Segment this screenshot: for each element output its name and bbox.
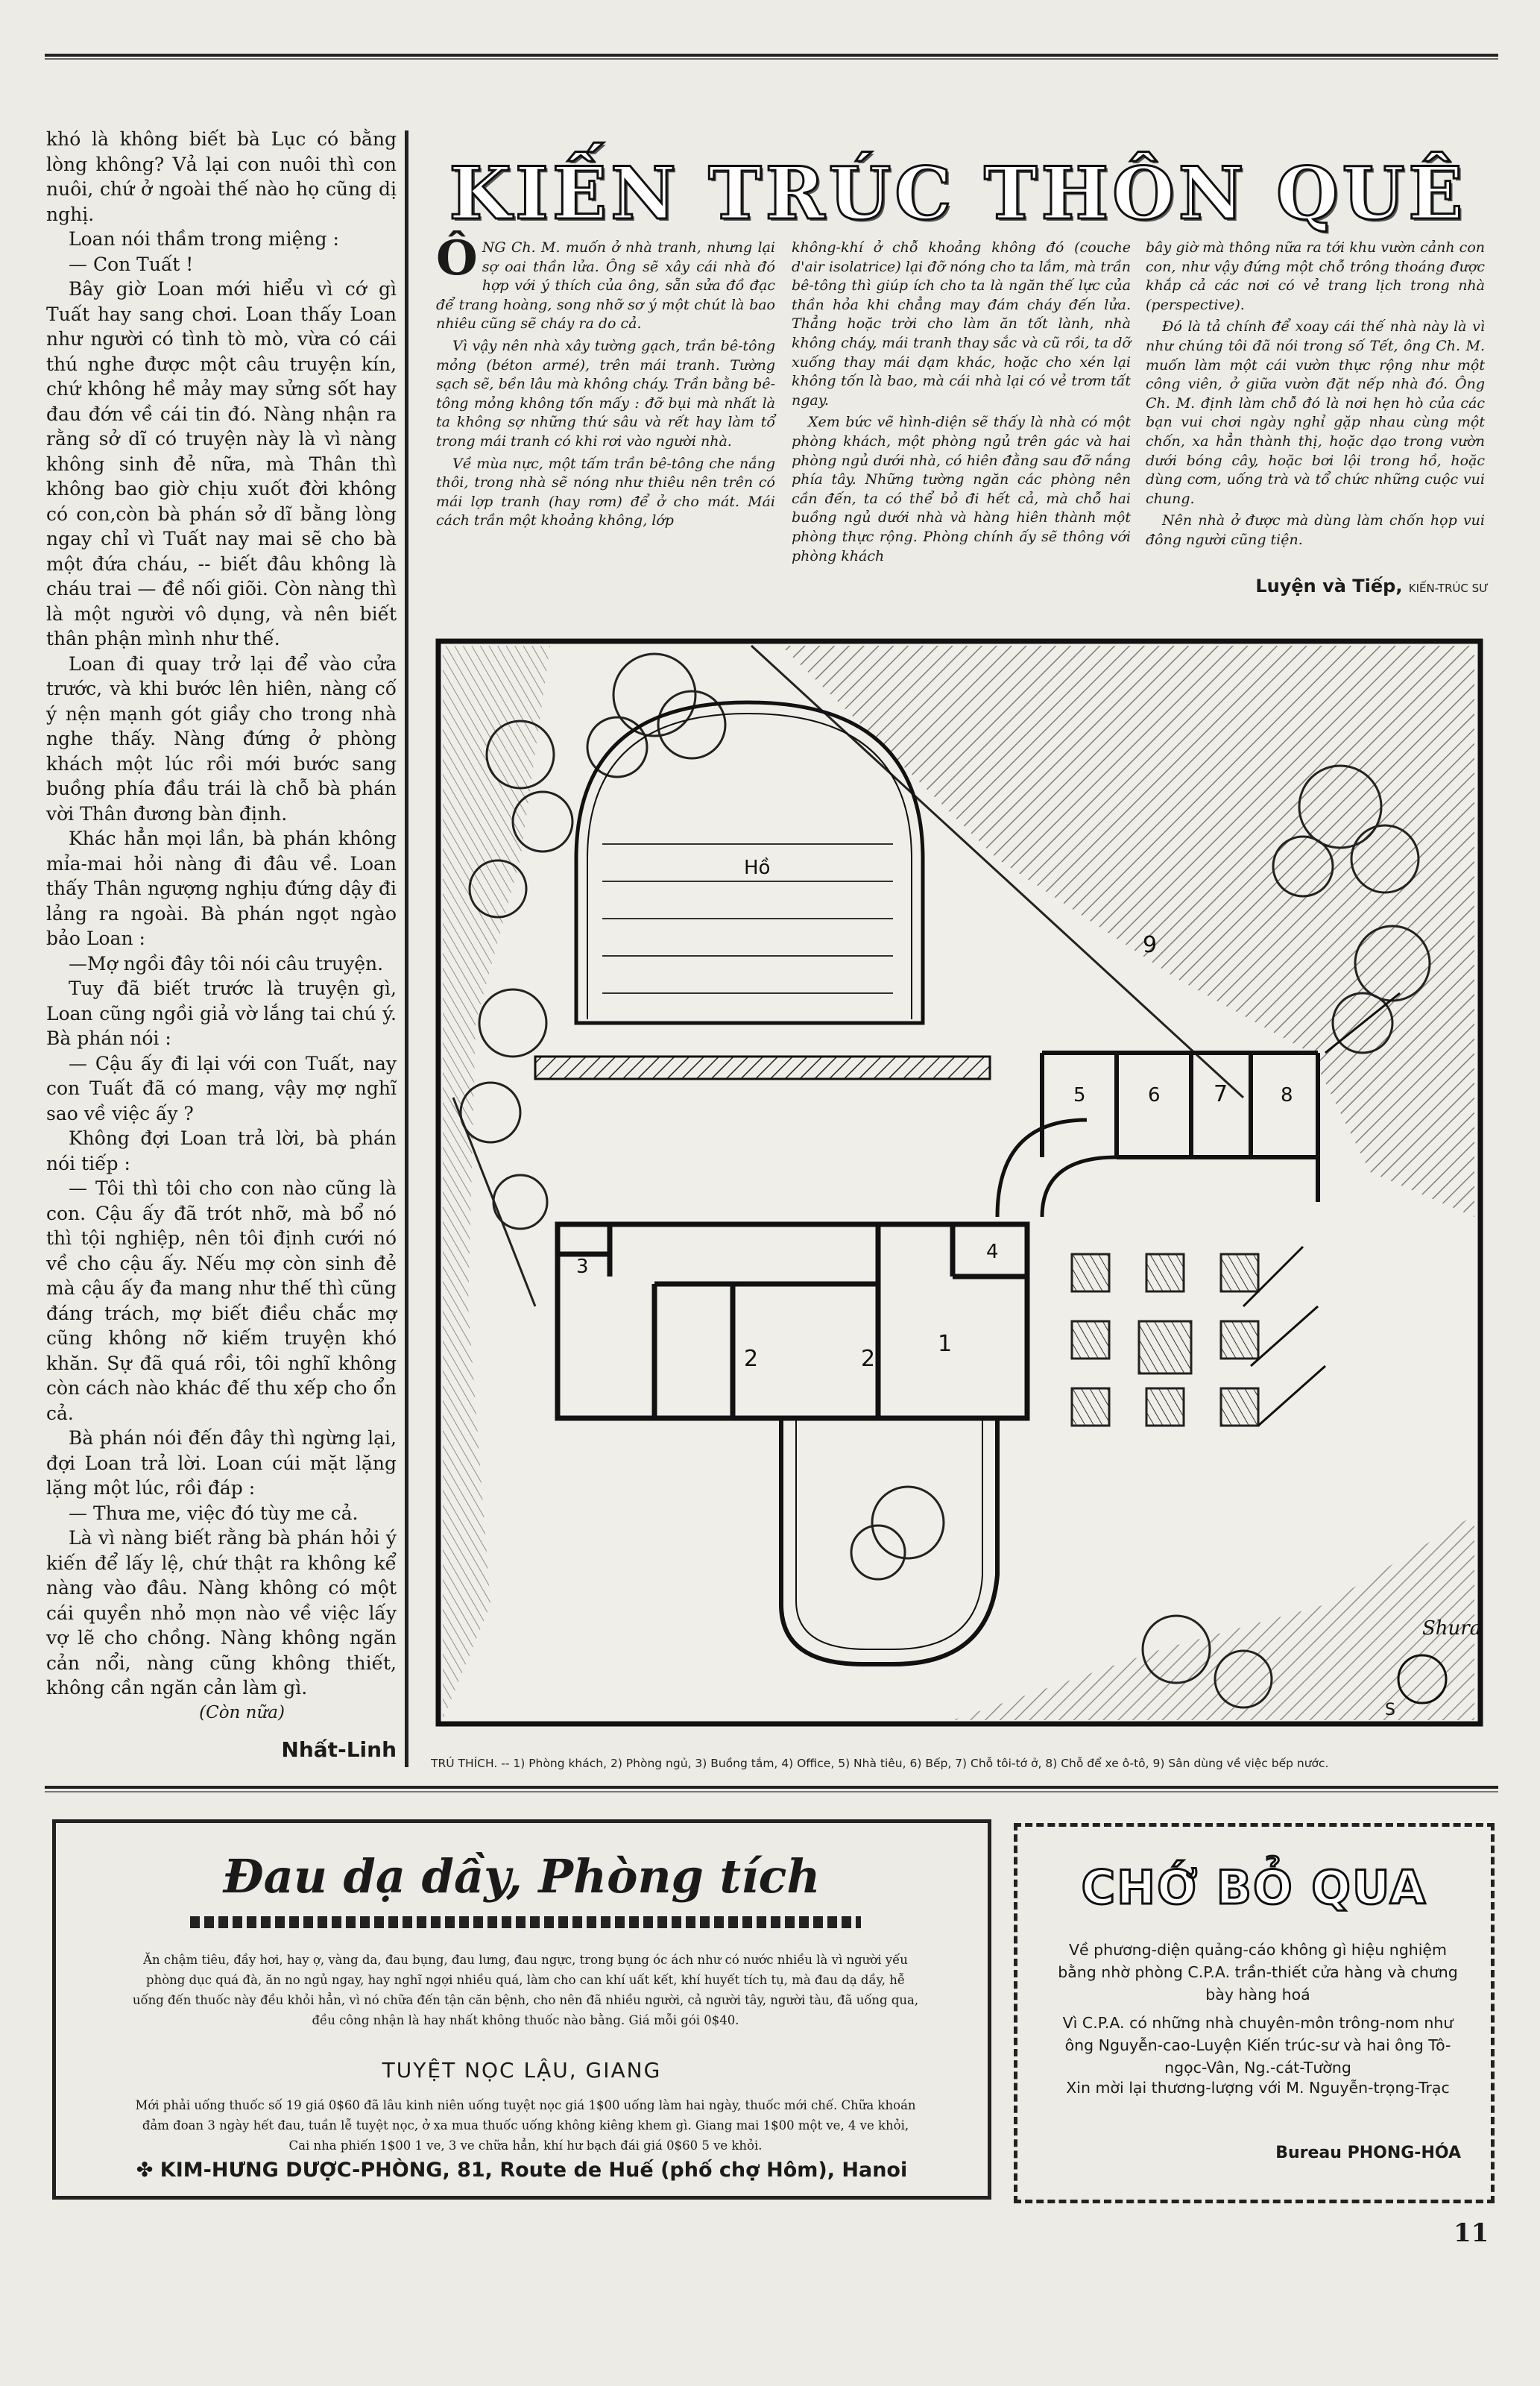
novel-paragraph: Bà phán nói đến đây thì ngừng lại, đợi Loan trả lời. Loan cúi mặt lặng lặng một lúc, rồi đáp : bbox=[46, 1427, 397, 1499]
column-divider bbox=[405, 130, 408, 1767]
novel-column bbox=[46, 127, 397, 1762]
ad-body-2: Mới phải uống thuốc số 19 giá 0$60 đã lâu kinh niên uống tuyệt nọc giá 1$00 uống làm hai ngày, thuốc mới chế. Chữa khoán đảm đoan 3 ngày hết đau, tuần lễ tuyệt nọc, ở xa mua thuốc uống không kiêng khem gì. Giang mai 1$00 một ve, 4 ve khỏi, Cai nha phiến 1$00 1 ve, 3 ve chữa hẳn, khí hư bạch đái giá 0$60 5 ve khỏi. bbox=[135, 2098, 916, 2153]
novel-paragraph: Bây giờ Loan mới hiểu vì cớ gì Tuất hay sang chơi. Loan thấy Loan như người có tình tò mò, vừa có cái thú nghe được một câu truyện kín, chứ không hề mảy may sửng sốt hay đau đớn về cái tin đó. Nàng nhận ra rằng sở dĩ có truyện này là vì nàng không sinh đẻ nữa, mà Thân thì không bao giờ chịu xuốt đời không có con,còn bà phán sở dĩ bằng lòng ngay chỉ vì Tuất nay mai sẽ cho bà một đứa cháu, -- biết đâu không là cháu trai — đề nối giõi. Còn nàng thì là một người vô dụng, và nên biết thân phận mình như thế. bbox=[46, 278, 397, 649]
section-rule-thin bbox=[45, 1791, 1498, 1792]
article-column-1 bbox=[436, 230, 775, 611]
novel-paragraph: Loan đi quay trở lại để vào cửa trước, và khi bước lên hiên, nàng cố ý nện mạnh gót giầy cho trong nhà nghe thấy. Nàng đứng ở phòng khách một lúc rồi mới bước sang buồng phía đầu trái là chỗ bà phán vời Thân đương bàn định. bbox=[46, 652, 397, 825]
compass-label: S bbox=[1385, 1701, 1395, 1719]
garden-beds bbox=[1072, 1254, 1258, 1426]
article-paragraph: Về mùa nực, một tấm trần bê-tông che nắng thôi, trong nhà sẽ nóng như thiêu nên trên có mái lợp tranh (hay rơm) để ở cho mát. Mái cách trần một khoảng không, lớp bbox=[436, 455, 775, 529]
page-number: 11 bbox=[1454, 2218, 1489, 2248]
authors-names: Luyện và Tiếp, bbox=[1255, 576, 1403, 596]
novel-paragraph: — Cậu ấy đi lại với con Tuất, nay con Tuất đã có mang, vậy mợ nghĩ sao về việc ấy ? bbox=[46, 1052, 397, 1124]
article-column-3 bbox=[1146, 239, 1485, 611]
novel-paragraph: Là vì nàng biết rằng bà phán hỏi ý kiến để lấy lệ, chứ thật ra không kể nàng vào đâu. Nàng không có một cái quyền nhỏ mọn nào về việc lấy vợ lẽ cho chồng. Nàng không ngăn cản nổi, nàng cũng không thiết, không cần ngăn cản làm gì. bbox=[46, 1527, 397, 1699]
continued-note: (Còn nữa) bbox=[199, 1702, 285, 1722]
artist-signature: Shura bbox=[1422, 1617, 1482, 1640]
ad-paragraph: Vì C.P.A. có những nhà chuyên-môn trông-nom như ông Nguyễn-cao-Luyện Kiến trúc-sư và hai ông Tô-ngọc-Vân, Ng.-cát-Tường bbox=[1062, 2014, 1454, 2077]
room-label-8: 8 bbox=[1281, 1084, 1293, 1107]
advertisement-medicine bbox=[52, 1819, 991, 2200]
top-rule bbox=[45, 54, 1498, 57]
article-paragraph: Xem bức vẽ hình-diện sẽ thấy là nhà có một phòng khách, một phòng ngủ trên gác và hai phòng ngủ dưới nhà, có hiên đằng sau đỡ nắng phía tây. Những tường ngăn các phòng nên cần đến, ta có thể bỏ đi hết cả, mà chỗ hai buồng ngủ dưới nhà và hàng hiên thành một phòng thực rộng. Phòng chính ấy sẽ thông với phòng khách bbox=[792, 414, 1131, 564]
article-paragraph: Nên nhà ở được mà dùng làm chốn họp vui đông người cũng tiện. bbox=[1146, 512, 1485, 548]
novel-paragraph: — Tôi thì tôi cho con nào cũng là con. Cậu ấy đã trót nhỡ, mà bổ nó thì tội nghiệp, nên tôi định cưới nó về cho cậu ấy. Nếu mợ còn sinh đẻ mà cậu ấy đa mang như thế thì cũng đáng trách, mợ biết điều chắc mợ cũng không nỡ kiếm truyện khó khăn. Sự đã quá rồi, tôi nghĩ không còn cách nào khác đế thu xếp cho ổn cả. bbox=[46, 1177, 397, 1424]
novel-paragraph: khó là không biết bà Lục có bằng lòng không? Vả lại con nuôi thì con nuôi, chứ ở ngoài thế nào họ cũng dị nghị. bbox=[46, 128, 397, 225]
ad-paragraph: Về phương-diện quảng-cáo không gì hiệu nghiệm bằng nhờ phòng C.P.A. trần-thiết cửa hàng và chưng bày hàng hoá bbox=[1058, 1941, 1458, 2003]
ad-invitation: Xin mời lại thương-lượng với M. Nguyễn-trọng-Trạc bbox=[1066, 2079, 1450, 2097]
article-authors bbox=[1146, 576, 1489, 596]
novel-paragraph: Tuy đã biết trước là truyện gì, Loan cũng ngồi giả vờ lắng tai chú ý. Bà phán nói : bbox=[46, 978, 397, 1049]
novel-author: Nhất-Linh bbox=[281, 1737, 397, 1762]
article-title: KIẾN TRÚC THÔN QUÊ bbox=[449, 151, 1467, 236]
ad-body: Ăn chậm tiêu, đầy hơi, hay ợ, vàng da, đau bụng, đau lưng, đau ngực, trong bụng óc ách như có nước nhiều là vì người yếu phòng dục quá đà, ăn no ngủ ngay, hay nghĩ ngợi nhiều quá, làm cho can khí uất kết, khí huyết tích tụ, mà đau dạ dầy, hễ uống đến thuốc này đều khỏi hẳn, vì nó chữa đến tận căn bệnh, cho nên đã nhiều người, cả người tây, người tàu, đã uống qua, đều công nhận là hay nhất không thuốc nào bằng. Giá mỗi gói 0$40. bbox=[132, 1953, 919, 2027]
section-rule bbox=[45, 1786, 1498, 1789]
article-paragraph-text: NG Ch. M. muốn ở nhà tranh, nhưng lại sợ oai thần lửa. Ông sẽ xây cái nhà đó hợp với ý thích của ông, sẵn sửa đồ đạc để trang hoàng, song nhỡ sơ ý một chút là bao nhiêu cũng sẽ cháy ra do cả. bbox=[436, 239, 775, 333]
room-label-7: 7 bbox=[1214, 1081, 1228, 1107]
room-label-6: 6 bbox=[1148, 1084, 1161, 1107]
ad-decorative-bar bbox=[190, 1916, 861, 1928]
floor-plan-drawing bbox=[431, 635, 1488, 1731]
article-column-2 bbox=[792, 239, 1131, 611]
ad-title: CHỚ BỎ QUA bbox=[1081, 1860, 1427, 1915]
novel-paragraph: —Mợ ngồi đây tôi nói câu truyện. bbox=[69, 952, 384, 975]
article-paragraph bbox=[436, 230, 775, 334]
ad-title: Đau dạ dầy, Phòng tích bbox=[223, 1849, 821, 1904]
top-rule-thin bbox=[45, 58, 1498, 60]
drop-cap: Ô bbox=[436, 230, 478, 286]
ad-footer: ✤ KIM-HƯNG DƯỢC-PHÒNG, 81, Route de Huế (phố chợ Hôm), Hanoi bbox=[136, 2159, 908, 2182]
article-paragraph: Đó là tả chính để xoay cái thế nhà này là vì như chúng tôi đã nói trong số Tết, ông Ch. M. muốn làm một cái vườn thực rộng như một công viên, ở giữa vườn đặt nếp nhà đó. Ông Ch. M. định làm chỗ đó là nơi hẹn hò của các bạn vui chơi ngày nghỉ gặp nhau cùng một chốn, xa hẳn thành thị, hoặc dạo trong vườn dưới bóng cây, hoặc bơi lội trong hồ, hoặc dùng cơm, uống trà và tổ chức những cuộc vui chung. bbox=[1146, 318, 1485, 507]
ad-subheading: TUYỆT NỌC LẬU, GIANG bbox=[382, 2058, 662, 2083]
novel-paragraph: — Thưa me, việc đó tùy me cả. bbox=[69, 1502, 359, 1524]
ad-body bbox=[1047, 1939, 1468, 2085]
article-paragraph: bây giờ mà thông nữa ra tới khu vườn cảnh con con, như vậy đứng một chỗ trông thoáng được khắp cả các nơi có vẻ trang lịch trong nhà (perspective). bbox=[1146, 239, 1485, 313]
novel-paragraph: Không đợi Loan trả lời, bà phán nói tiếp : bbox=[46, 1127, 397, 1174]
terrace-strip bbox=[535, 1057, 990, 1079]
room-label-4: 4 bbox=[986, 1241, 999, 1263]
novel-paragraph: — Con Tuất ! bbox=[69, 253, 194, 275]
room-label-1: 1 bbox=[938, 1331, 953, 1357]
novel-paragraph: Loan nói thầm trong miệng : bbox=[69, 228, 339, 250]
room-label-3: 3 bbox=[576, 1256, 589, 1278]
authors-title: KIẾN-TRÚC SƯ bbox=[1408, 582, 1489, 595]
novel-paragraph: Khác hẳn mọi lần, bà phán không mỉa-mai hỏi nàng đi đâu về. Loan thấy Thân ngượng nghịu đứng dậy đi lảng ra ngoài. Bà phán ngọt ngào bảo Loan : bbox=[46, 828, 397, 949]
lake-label: Hồ bbox=[744, 857, 771, 879]
plan-caption: TRÚ THÍCH. -- 1) Phòng khách, 2) Phòng ngủ, 3) Buồng tắm, 4) Office, 5) Nhà tiêu, 6) Bếp, 7) Chỗ tôi-tớ ở, 8) Chỗ để xe ô-tô, 9) Sân dùng về việc bếp nước. bbox=[431, 1757, 1329, 1770]
room-label-2b: 2 bbox=[861, 1346, 876, 1372]
article-paragraph: Vì vậy nên nhà xây tường gạch, trần bê-tông mỏng (béton armé), trên mái tranh. Tường sạch sẽ, bền lâu mà không cháy. Trần bằng bê-tông mỏng không tốn mấy : đỡ bụi mà nhất là ta không sợ những thứ sâu và rết hay làm tổ trong mái tranh có khi rơi vào người nhà. bbox=[436, 337, 775, 450]
room-label-5: 5 bbox=[1073, 1084, 1086, 1107]
room-label-9: 9 bbox=[1143, 932, 1158, 958]
ad-signature: Bureau PHONG-HÓA bbox=[1275, 2144, 1461, 2162]
article-paragraph: không-khí ở chỗ khoảng không đó (couche d'air isolatrice) lại đỡ nóng cho ta lắm, mà trần bê-tông thì giúp ích cho ta là ngăn thế lực của thần hỏa khi chẳng may đám cháy đến lửa. Thẳng hoặc trời cho làm ăn tốt lành, nhà không cháy, mái tranh thay sắc và cũ rồi, ta dỡ xuống thay mái dạm khác, hoặc cho xén lại không tốn là bao, mà cái nhà lại có vẻ trơm tất ngay. bbox=[792, 239, 1131, 409]
room-label-2a: 2 bbox=[744, 1346, 759, 1372]
advertisement-cpa bbox=[1014, 1823, 1495, 2203]
